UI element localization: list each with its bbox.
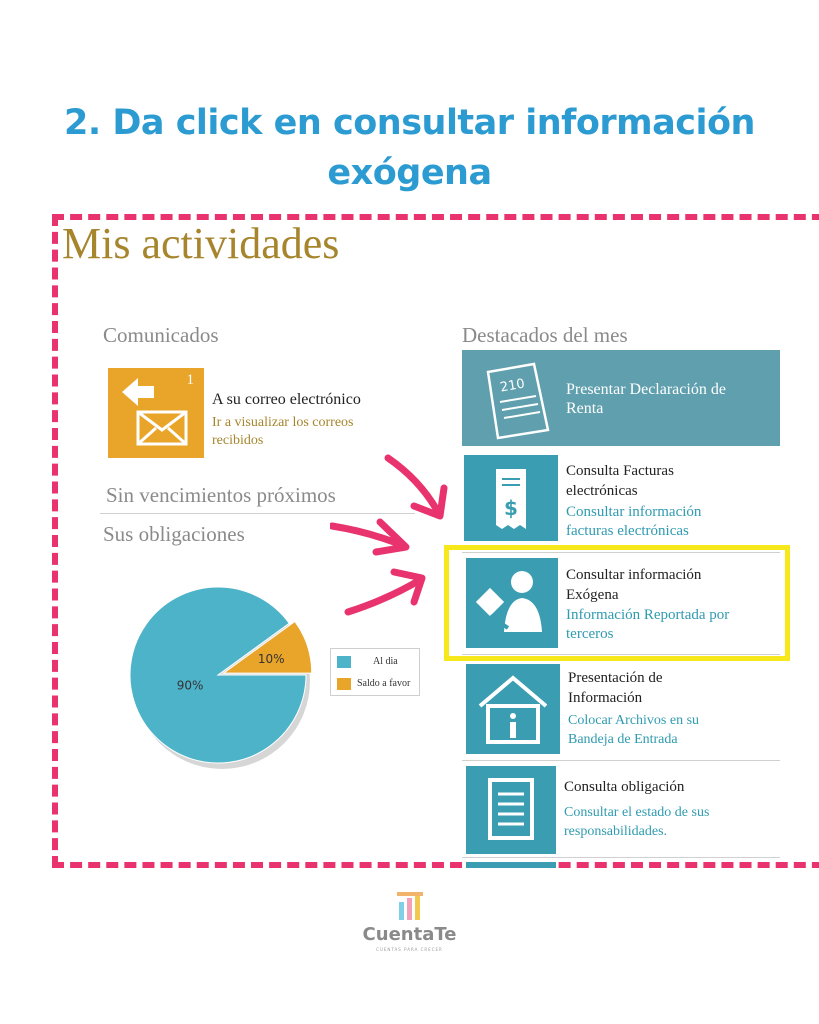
invoice-icon (464, 455, 558, 541)
next-tile-edge (466, 862, 556, 868)
mail-link-line-1: Ir a visualizar los correos (212, 415, 354, 430)
legend-label-saldo: Saldo a favor (357, 678, 411, 689)
section-title: Mis actividades (62, 219, 340, 268)
pie-label-al-dia: 90% (176, 678, 204, 693)
facturas-link-line-1: Consultar información (566, 504, 702, 520)
presentacion-link-line-1: Colocar Archivos en su (568, 713, 700, 728)
presentacion-link-line-2: Bandeja de Entrada (568, 732, 678, 747)
obligacion-link-line-1: Consultar el estado de sus (564, 805, 710, 820)
obligations-pie-chart (118, 580, 348, 780)
mail-link[interactable] (212, 414, 354, 450)
legend-swatch-al-dia (337, 656, 351, 668)
obligacion-link[interactable] (564, 803, 709, 841)
headline-line-1: 2. Da click en consultar información (64, 103, 755, 143)
pie-slice-al-dia (130, 587, 306, 763)
comunicados-heading: Comunicados (103, 323, 219, 347)
house-info-icon (466, 664, 560, 754)
chart-legend (330, 648, 420, 696)
mail-link-line-2: recibidos (212, 433, 264, 448)
logo-tagline: CUENTAS PARA CRECER (376, 947, 443, 952)
exogena-title-line-2: Exógena (566, 587, 619, 603)
facturas-tile[interactable] (464, 455, 558, 541)
facturas-link[interactable] (566, 503, 701, 541)
pie-label-saldo-a-favor: 10% (257, 652, 285, 667)
facturas-link-line-2: facturas electrónicas (566, 523, 689, 539)
vencimientos-heading: Sin vencimientos próximos (106, 483, 336, 507)
obligaciones-heading: Sus obligaciones (103, 522, 245, 546)
notification-count-badge: 1 (186, 372, 194, 388)
obligacion-tile[interactable] (466, 766, 556, 854)
exogena-highlight-box (444, 545, 790, 661)
presentacion-title-line-2: Información (568, 690, 643, 706)
presentacion-title (568, 668, 663, 708)
presentacion-title-line-1: Presentación de (568, 670, 663, 686)
renta-title-line-2: Renta (566, 400, 604, 417)
headline-line-2: exógena (327, 153, 492, 193)
obligacion-link-line-2: responsabilidades. (564, 824, 668, 839)
svg-text:$: $ (504, 496, 518, 520)
document-list-icon (466, 766, 556, 854)
mail-title: A su correo electrónico (212, 391, 361, 408)
facturas-title-line-1: Consulta Facturas (566, 463, 674, 479)
document-210-icon (470, 350, 560, 446)
exogena-link-line-1: Información Reportada por (566, 607, 730, 623)
obligacion-title: Consulta obligación (564, 779, 685, 795)
arrow-3-icon (348, 580, 420, 612)
instruction-headline (0, 98, 819, 198)
cuentate-logo-icon (395, 888, 425, 922)
divider (462, 760, 780, 761)
exogena-link-line-2: terceros (566, 626, 614, 642)
renta-title (566, 380, 726, 418)
logo-name: CuentaTe (362, 924, 457, 945)
legend-label-al-dia: Al dia (373, 656, 398, 667)
renta-title-line-1: Presentar Declaración de (566, 381, 726, 398)
divider (462, 857, 780, 858)
legend-swatch-saldo (337, 678, 351, 690)
declaracion-renta-card[interactable] (462, 350, 780, 446)
mail-forward-icon (108, 368, 204, 458)
presentacion-link[interactable] (568, 711, 699, 749)
facturas-title (566, 461, 674, 501)
presentacion-tile[interactable] (466, 664, 560, 754)
destacados-heading: Destacados del mes (462, 323, 628, 347)
facturas-title-line-2: electrónicas (566, 483, 638, 499)
exogena-title-line-1: Consultar información (566, 567, 702, 583)
document-210-label: 210 (498, 376, 526, 396)
mail-tile[interactable] (108, 368, 204, 458)
